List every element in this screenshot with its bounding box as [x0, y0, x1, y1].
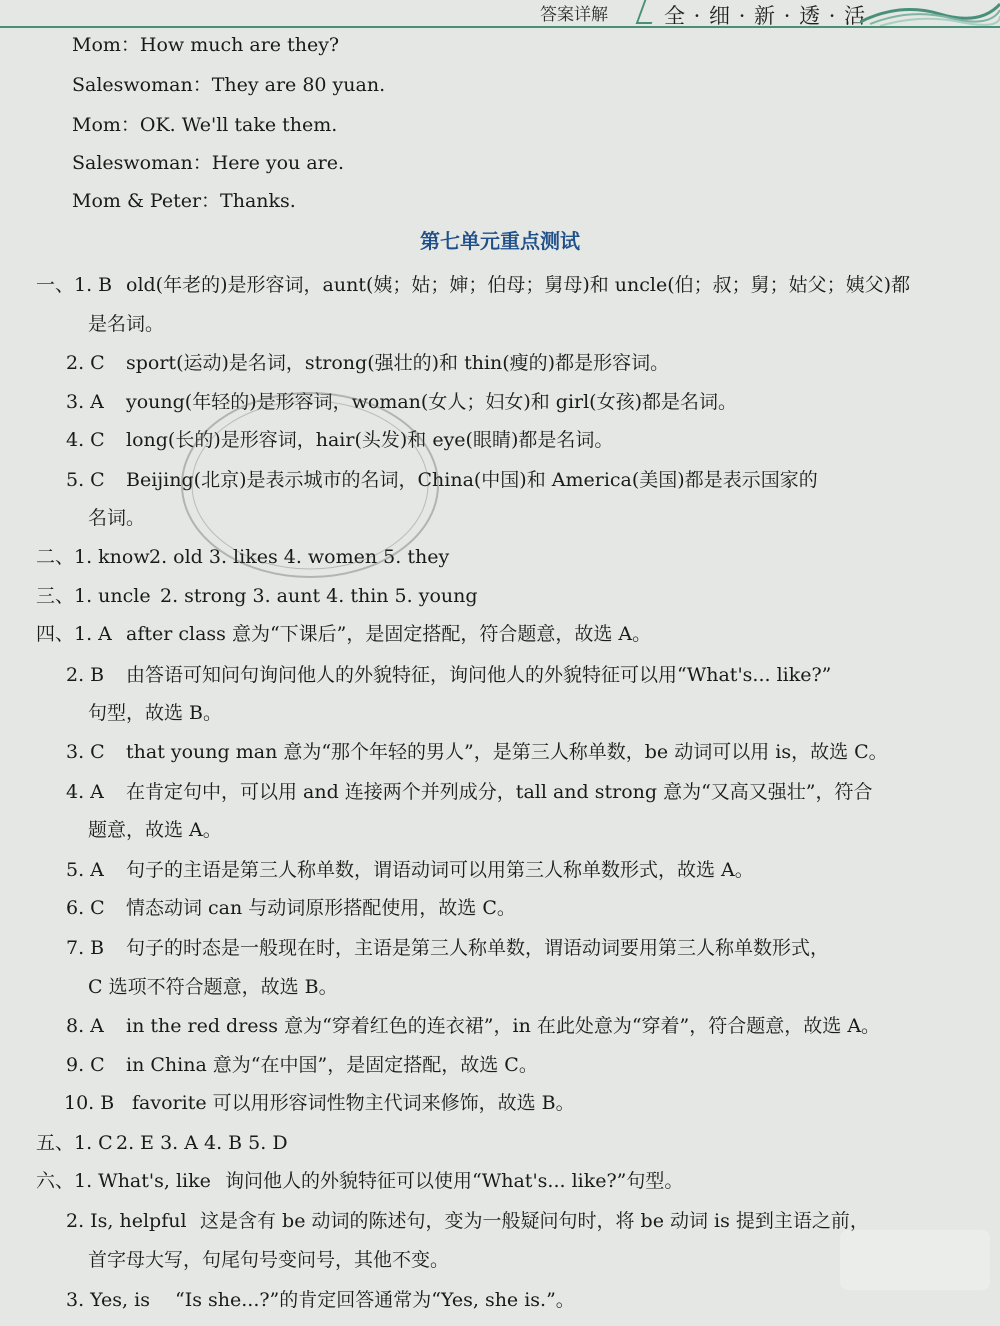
- answer-text: 在肯定句中，可以用 and 连接两个并列成分，tall and strong 意为“又高又强壮”，符合: [126, 781, 873, 803]
- answer-line: [0, 305, 1000, 343]
- answer-marker: 2. C: [66, 352, 105, 374]
- answer-marker: 四、1. A: [36, 623, 112, 645]
- answer-line: [0, 851, 1000, 889]
- answer-text: C 选项不符合题意，故选 B。: [88, 976, 338, 998]
- answer-marker: 5. C: [66, 469, 105, 491]
- answer-text: 2. old 3. likes 4. women 5. they: [149, 546, 450, 568]
- answer-text: after class 意为“下课后”，是固定搭配，符合题意，故选 A。: [126, 623, 652, 645]
- answer-line: [0, 383, 1000, 421]
- answer-line: [0, 1124, 1000, 1162]
- answer-text: favorite 可以用形容词性物主代词来修饰，故选 B。: [132, 1092, 575, 1114]
- dialogue-text: Saleswoman：They are 80 yuan.: [72, 74, 386, 96]
- answer-line: [0, 968, 1000, 1006]
- answer-marker: 9. C: [66, 1054, 105, 1076]
- site-watermark: [830, 1220, 1000, 1326]
- answer-line: [0, 889, 1000, 927]
- leaf-decoration-icon: [860, 0, 1000, 26]
- section-title: 第七单元重点测试: [420, 229, 580, 253]
- answer-text: young(年轻的)是形容词，woman(女人；妇女)和 girl(女孩)都是名词。: [126, 391, 738, 413]
- answer-text: long(长的)是形容词，hair(头发)和 eye(眼睛)都是名词。: [126, 429, 614, 451]
- dialogue-line: [0, 144, 1000, 182]
- answer-text: 询问他人的外貌特征可以使用“What's... like?”句型。: [225, 1170, 684, 1192]
- answer-line: [0, 733, 1000, 771]
- answer-text: 句子的时态是一般现在时，主语是第三人称单数，谓语动词要用第三人称单数形式，: [126, 937, 830, 959]
- dialogue-line: [0, 66, 1000, 104]
- answer-marker: 3. Yes, is: [66, 1289, 150, 1311]
- answer-text: 题意，故选 A。: [88, 819, 222, 841]
- answer-text: that young man 意为“那个年轻的男人”，是第三人称单数，be 动词可以用 is，故选 C。: [126, 741, 888, 763]
- answer-text: 首字母大写，句尾句号变问号，其他不变。: [88, 1249, 450, 1271]
- answer-text: 句子的主语是第三人称单数，谓语动词可以用第三人称单数形式，故选 A。: [126, 859, 754, 881]
- answer-line: [0, 615, 1000, 653]
- answer-text: old(年老的)是形容词，aunt(姨；姑；婶；伯母；舅母)和 uncle(伯；叔；舅；姑父；姨父)都: [126, 274, 911, 296]
- answer-text: 是名词。: [88, 313, 165, 335]
- header-bracket-decoration: [636, 0, 661, 24]
- answer-text: in the red dress 意为“穿着红色的连衣裙”，in 在此处意为“穿着”，符合题意，故选 A。: [126, 1015, 881, 1037]
- dialogue-text: Mom：How much are they?: [72, 34, 340, 56]
- answer-text: 由答语可知问句询问他人的外貌特征，询问他人的外貌特征可以用“What's... like?”: [126, 664, 832, 686]
- dialogue-text: Saleswoman：Here you are.: [72, 152, 345, 174]
- answer-marker: 10. B: [64, 1092, 115, 1114]
- answer-marker: 6. C: [66, 897, 105, 919]
- answer-line: [0, 811, 1000, 849]
- answer-text: 名词。: [88, 507, 146, 529]
- answer-marker: 六、1. What's, like: [36, 1170, 211, 1192]
- answer-text: sport(运动)是名词，strong(强壮的)和 thin(瘦的)都是形容词。: [126, 352, 670, 374]
- header-right-label: 全 · 细 · 新 · 透 · 活: [664, 4, 867, 28]
- header-center-label: 答案详解: [540, 5, 608, 25]
- answer-line: [0, 538, 1000, 576]
- answer-line: [0, 1007, 1000, 1045]
- answer-line: [0, 929, 1000, 967]
- answer-marker: 二、1. know: [36, 546, 150, 568]
- answer-line: [0, 694, 1000, 732]
- answer-line: [0, 421, 1000, 459]
- answer-marker: 一、1. B: [36, 274, 113, 296]
- answer-text: “Is she...?”的肯定回答通常为“Yes, she is.”。: [175, 1289, 575, 1311]
- answer-marker: 五、1. C: [36, 1132, 113, 1154]
- answer-line: [0, 461, 1000, 499]
- answer-marker: 3. A: [66, 391, 104, 413]
- answer-line: [0, 773, 1000, 811]
- page-header: [0, 0, 1000, 28]
- answer-text: Beijing(北京)是表示城市的名词，China(中国)和 America(美国)都是表示国家的: [126, 469, 818, 491]
- answer-line: [0, 344, 1000, 382]
- answer-text: in China 意为“在中国”，是固定搭配，故选 C。: [126, 1054, 538, 1076]
- answer-text: 情态动词 can 与动词原形搭配使用，故选 C。: [126, 897, 516, 919]
- answer-text: 2. E 3. A 4. B 5. D: [116, 1132, 288, 1154]
- answer-marker: 三、1. uncle: [36, 585, 151, 607]
- answer-line: [0, 499, 1000, 537]
- stamp-watermark: [175, 385, 445, 585]
- dialogue-text: Mom & Peter：Thanks.: [72, 190, 296, 212]
- dialogue-line: [0, 26, 1000, 64]
- answer-text: 这是含有 be 动词的陈述句，变为一般疑问句时，将 be 动词 is 提到主语之前，: [200, 1210, 869, 1232]
- answer-line: [0, 577, 1000, 615]
- dialogue-line: [0, 182, 1000, 220]
- answer-marker: 7. B: [66, 937, 105, 959]
- answer-line: [0, 1046, 1000, 1084]
- answer-marker: 4. C: [66, 429, 105, 451]
- answer-marker: 5. A: [66, 859, 104, 881]
- answer-line: [0, 266, 1000, 304]
- answer-line: [0, 1162, 1000, 1200]
- answer-text: 句型，故选 B。: [88, 702, 223, 724]
- answer-marker: 8. A: [66, 1015, 104, 1037]
- answer-marker: 2. B: [66, 664, 105, 686]
- answer-marker: 3. C: [66, 741, 105, 763]
- answer-marker: 2. Is, helpful: [66, 1210, 187, 1232]
- answer-line: [0, 1084, 1000, 1122]
- answer-marker: 4. A: [66, 781, 104, 803]
- answer-text: 2. strong 3. aunt 4. thin 5. young: [160, 585, 478, 607]
- dialogue-text: Mom：OK. We'll take them.: [72, 114, 338, 136]
- dialogue-line: [0, 106, 1000, 144]
- answer-line: [0, 656, 1000, 694]
